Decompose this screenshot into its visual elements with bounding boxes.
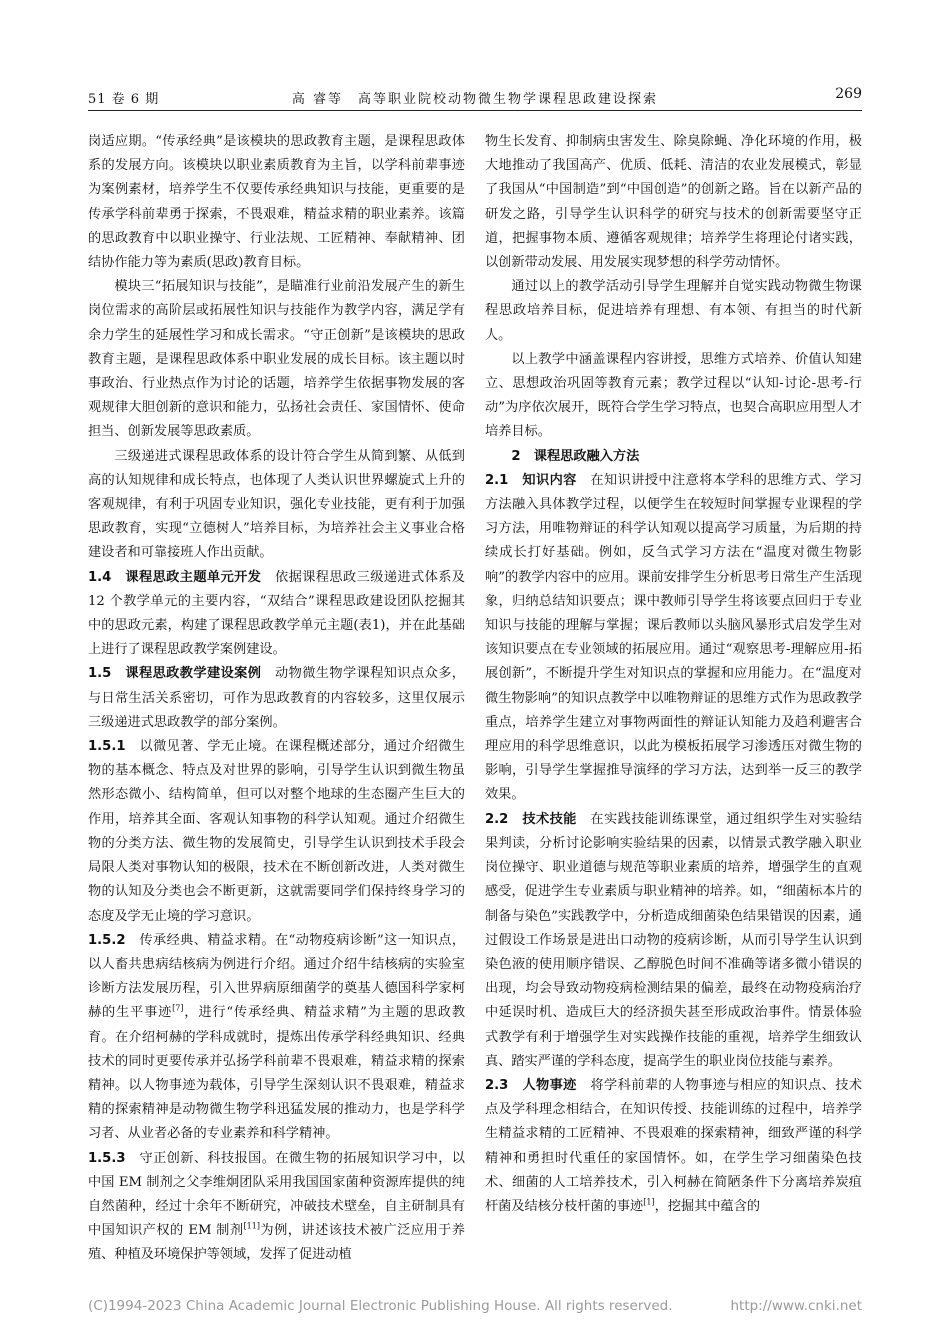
section-body: 将学科前辈的人物事迹与相应的知识点、技术点及学科理念相结合，在知识传授、技能训练的过程中，培养学生精益求精的工匠精神、不畏艰难的探索精神，细致严谨的科学精神和勇担时代重任的家国情怀。如，在学生学习细菌染色技术、细菌的人工培养技术，引入柯赫在简陋条件下分离培养炭疽杆菌及结核分枝杆菌的事迹: [485, 1077, 862, 1214]
subsection-body: 传承经典、精益求精。在“动物疫病诊断”这一知识点，以人畜共患病结核病为例进行介绍。通过介绍牛结核病的实验室诊断方法发展历程，引入世界病原细菌学的奠基人德国科学家柯赫的生平事迹: [88, 932, 466, 1021]
paragraph: 三级递进式课程思政体系的设计符合学生从简到繁、从低到高的认知规律和成长特点，也体现了人类认识世界螺旋式上升的客观规律，有利于巩固专业知识，强化专业技能，更有利于加强思政教育，实现“立德树人”培养目标，为培养社会主义事业合格建设者和可靠接班人作出贡献。: [88, 448, 465, 561]
section-body: ，挖掘其中蕴含的: [654, 1198, 761, 1214]
section-1-5: [88, 662, 465, 735]
left-column: [88, 130, 465, 1268]
section-heading: 1.5 课程思政教学建设案例: [88, 666, 262, 682]
copyright-notice: (C)1994-2023 China Academic Journal Electronic Publishing House. All rights reserved.: [88, 1298, 673, 1314]
section-heading: 2.2 技术技能: [485, 811, 577, 827]
citation-ref[interactable]: [7]: [172, 1003, 184, 1013]
section-2-2: [485, 808, 862, 1074]
section-heading: 2.3 人物事迹: [485, 1077, 577, 1093]
paragraph: 模块三“拓展知识与技能”，是瞄准行业前沿发展产生的新生岗位需求的高阶层或拓展性知识与技能作为教学内容，满足学有余力学生的延展性学习和成长需求。“守正创新”是该模块的思政教育主题，是课程思政体系中职业发展的成长目标。该主题以时事政治、行业热点作为讨论的话题，培养学生依据事物发展的客观规律大胆创新的意识和能力，弘扬社会责任、家国情怀、使命担当、创新发展等思政素质。: [88, 279, 465, 440]
cnki-url[interactable]: http://www.cnki.net: [730, 1298, 862, 1314]
subsection-body: ，进行“传承经典、精益求精”为主题的思政教育。在介绍柯赫的学科成就时，提炼出传承学科经典知识、经典技术的同时更要传承并弘扬学科前辈不畏艰难，精益求精的探索精神。以人物事迹为载体，引导学生深刻认识不畏艰难，精益求精的探索精神是动物微生物学科迅猛发展的推动力，也是学科学习者、从业者必备的专业素养和科学精神。: [88, 1005, 466, 1142]
paragraph: 物生长发育、抑制病虫害发生、除臭除蝇、净化环境的作用，极大地推动了我国高产、优质、低耗、清洁的农业发展模式，彰显了我国从“中国制造”到“中国创造”的创新之路。旨在以新产品的研发之路，引导学生认识科学的研究与技术的创新需要坚守正道，把握事物本质、遵循客观规律；培养学生将理论付诸实践，以创新带动发展、用发展实现梦想的科学劳动情怀。: [485, 134, 862, 271]
subsection-number: 1.5.3: [88, 1150, 126, 1166]
running-header: [88, 86, 862, 111]
page-number: 269: [835, 86, 862, 102]
paragraph: 以上教学中涵盖课程内容讲授，思维方式培养、价值认知建立、思想政治巩固等教育元素；教学过程以“认知-讨论-思考-行动”为序依次展开，既符合学生学习特点，也契合高职应用型人才培养目标。: [485, 351, 862, 440]
section-1-5-3: [88, 1147, 465, 1268]
section-heading: 1.4 课程思政主题单元开发: [88, 569, 262, 585]
section-heading: 2.1 知识内容: [485, 472, 577, 488]
section-body: 依据课程思政三级递进式体系及 12 个教学单元的主要内容，“双结合”课程思政建设团队挖掘其中的思政元素，构建了课程思政教学单元主题(表1)，并在此基础上进行了课程思政教学案例建设。: [88, 569, 465, 658]
section-2-3: [485, 1074, 862, 1219]
section-1-5-1: [88, 735, 465, 929]
subsection-body: 守正创新、科技报国。在微生物的拓展知识学习中，以中国 EM 制剂之父李维炯团队采用我国国家菌种资源库提供的纯自然菌种，经过十余年不断研究，冲破技术壁垒，自主研制具有中国知识产权的 EM 制剂: [88, 1150, 465, 1239]
section-body: 动物微生物学课程知识点众多，与日常生活关系密切，可作为思政教育的内容较多，这里仅展示三级递进式思政教学的部分案例。: [88, 666, 465, 730]
volume-issue: 51 卷 6 期: [88, 92, 160, 107]
section-2-heading: 2 课程思政融入方法: [511, 448, 640, 464]
section-1-4: [88, 566, 465, 663]
citation-ref[interactable]: [1]: [643, 1197, 655, 1207]
section-1-5-2: [88, 929, 465, 1147]
section-2-1: [485, 469, 862, 808]
citation-ref[interactable]: [11]: [243, 1221, 260, 1231]
subsection-body: 以微见著、学无止境。在课程概述部分，通过介绍微生物的基本概念、特点及对世界的影响，引导学生认识到微生物虽然形态微小、结构简单，但可以对整个地球的生态圈产生巨大的作用，培养其全面、客观认知事物的科学认知观。通过介绍微生物的分类方法、微生物的发展简史，引导学生认识到技术手段会局限人类对事物认知的极限，技术在不断创新改进，人类对微生物的认知及分类也会不断更新，这就需要同学们保持终身学习的态度及学无止境的学习意识。: [88, 739, 465, 924]
paragraph: 通过以上的教学活动引导学生理解并自觉实践动物微生物课程思政培养目标，促进培养有理想、有本领、有担当的时代新人。: [485, 279, 862, 343]
right-column: [485, 130, 862, 1219]
section-body: 在实践技能训练课堂，通过组织学生对实验结果判读，分析讨论影响实验结果的因素，以情景式教学融入职业岗位操守、职业道德与规范等职业素质的培养，增强学生的直观感受，促进学生专业素质与职业精神的培养。如，“细菌标本片的制备与染色”实践教学中，分析造成细菌染色结果错误的因素，通过假设工作场景是进出口动物的疫病诊断，从而引导学生认识到染色液的使用顺序错误、乙醇脱色时间不准确等诸多微小错误的出现，均会导致动物疫病检测结果的偏差，最终在动物疫病治疗中延误时机、造成巨大的经济损失甚至形成政治事件。情景体验式教学有利于增强学生对实践操作技能的重视，培养学生细致认真、踏实严谨的学科态度，提高学生的职业岗位技能与素养。: [485, 811, 862, 1069]
paragraph: 岗适应期。“传承经典”是该模块的思政教育主题，是课程思政体系的发展方向。该模块以职业素质教育为主旨，以学科前辈事迹为案例素材，培养学生不仅要传承经典知识与技能，更重要的是传承学科前辈勇于探索，不畏艰难，精益求精的职业素养。该篇的思政教育中以职业操守、行业法规、工匠精神、奉献精神、团结协作能力等为素质(思政)教育目标。: [88, 134, 465, 271]
subsection-body: 为例，讲述该技术被广泛应用于养殖、种植及环境保护等领域，发挥了促进动植: [88, 1223, 465, 1263]
running-title: 高 睿等 高等职业院校动物微生物学课程思政建设探索: [291, 92, 659, 107]
section-body: 在知识讲授中注意将本学科的思维方式、学习方法融入具体教学过程，以便学生在较短时间掌握专业课程的学习方法，用唯物辩证的科学认知观以提高学习质量，为后期的持续成长打好基础。例如，反刍式学习方法在“温度对微生物影响”的教学内容中的应用。课前安排学生分析思考日常生产生活现象，归纳总结知识要点；课中教师引导学生将该要点回归于专业知识与技能的理解与掌握；课后教师以头脑风暴形式启发学生对该知识要点在专业领域的拓展应用。通过“观察思考-理解应用-拓展创新”，不断提升学生对知识点的掌握和应用能力。在“温度对微生物影响”的知识点教学中以唯物辩证的思维方式作为思政教学重点，培养学生建立对事物两面性的辩证认知能力及趋利避害合理应用的科学思维意识，以此为模板拓展学习渗透压对微生物的影响，引导学生掌握推导演绎的学习方法，达到举一反三的教学效果。: [485, 472, 862, 803]
subsection-number: 1.5.2: [88, 932, 126, 948]
subsection-number: 1.5.1: [88, 739, 126, 755]
